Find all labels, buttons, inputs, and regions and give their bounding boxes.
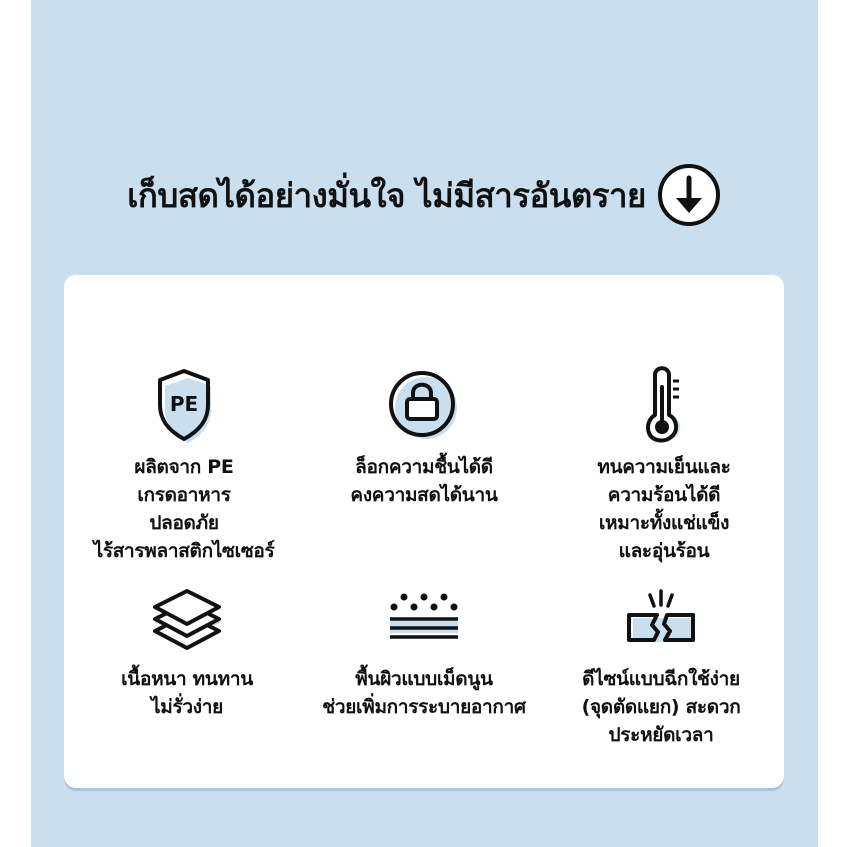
feature-item-moisture-lock xyxy=(304,365,544,509)
shield-pe-icon xyxy=(144,365,224,445)
feature-item-textured-surface xyxy=(304,585,544,721)
feature-item-thickness xyxy=(67,585,307,721)
lock-icon xyxy=(384,365,464,445)
feature-label: ทนความเย็นและ ความร้อนได้ดี เหมาะทั้งแช่แข็ง และอุ่นร้อน xyxy=(597,456,731,562)
feature-label: เนื้อหนา ทนทาน ไม่รั่วง่าย xyxy=(121,668,253,718)
textured-surface-icon xyxy=(384,585,464,657)
headline xyxy=(31,162,818,228)
feature-label: ดีไซน์แบบฉีกใช้ง่าย (จุดตัดแยก) สะดวก ประหยัดเวลา xyxy=(581,668,741,746)
feature-label: ล็อกความชื้นได้ดี คงความสดได้นาน xyxy=(350,456,498,506)
tear-open-icon xyxy=(621,585,701,657)
background-panel xyxy=(31,0,818,847)
features-card xyxy=(64,275,784,788)
layers-icon xyxy=(147,585,227,657)
thermometer-icon xyxy=(624,365,704,445)
feature-item-easy-tear xyxy=(541,585,781,749)
feature-label: พื้นผิวแบบเม็ดนูน ช่วยเพิ่มการระบายอากาศ xyxy=(322,668,526,718)
arrow-down-circle-icon xyxy=(656,162,722,228)
page-title: เก็บสดได้อย่างมั่นใจ ไม่มีสารอันตราย xyxy=(127,175,646,215)
feature-item-temperature xyxy=(544,365,784,565)
feature-item-food-grade xyxy=(64,365,304,565)
feature-label: ผลิตจาก PE เกรดอาหาร ปลอดภัย ไร้สารพลาสติกไซเซอร์ xyxy=(93,456,275,562)
shield-pe-text: PE xyxy=(169,392,199,416)
